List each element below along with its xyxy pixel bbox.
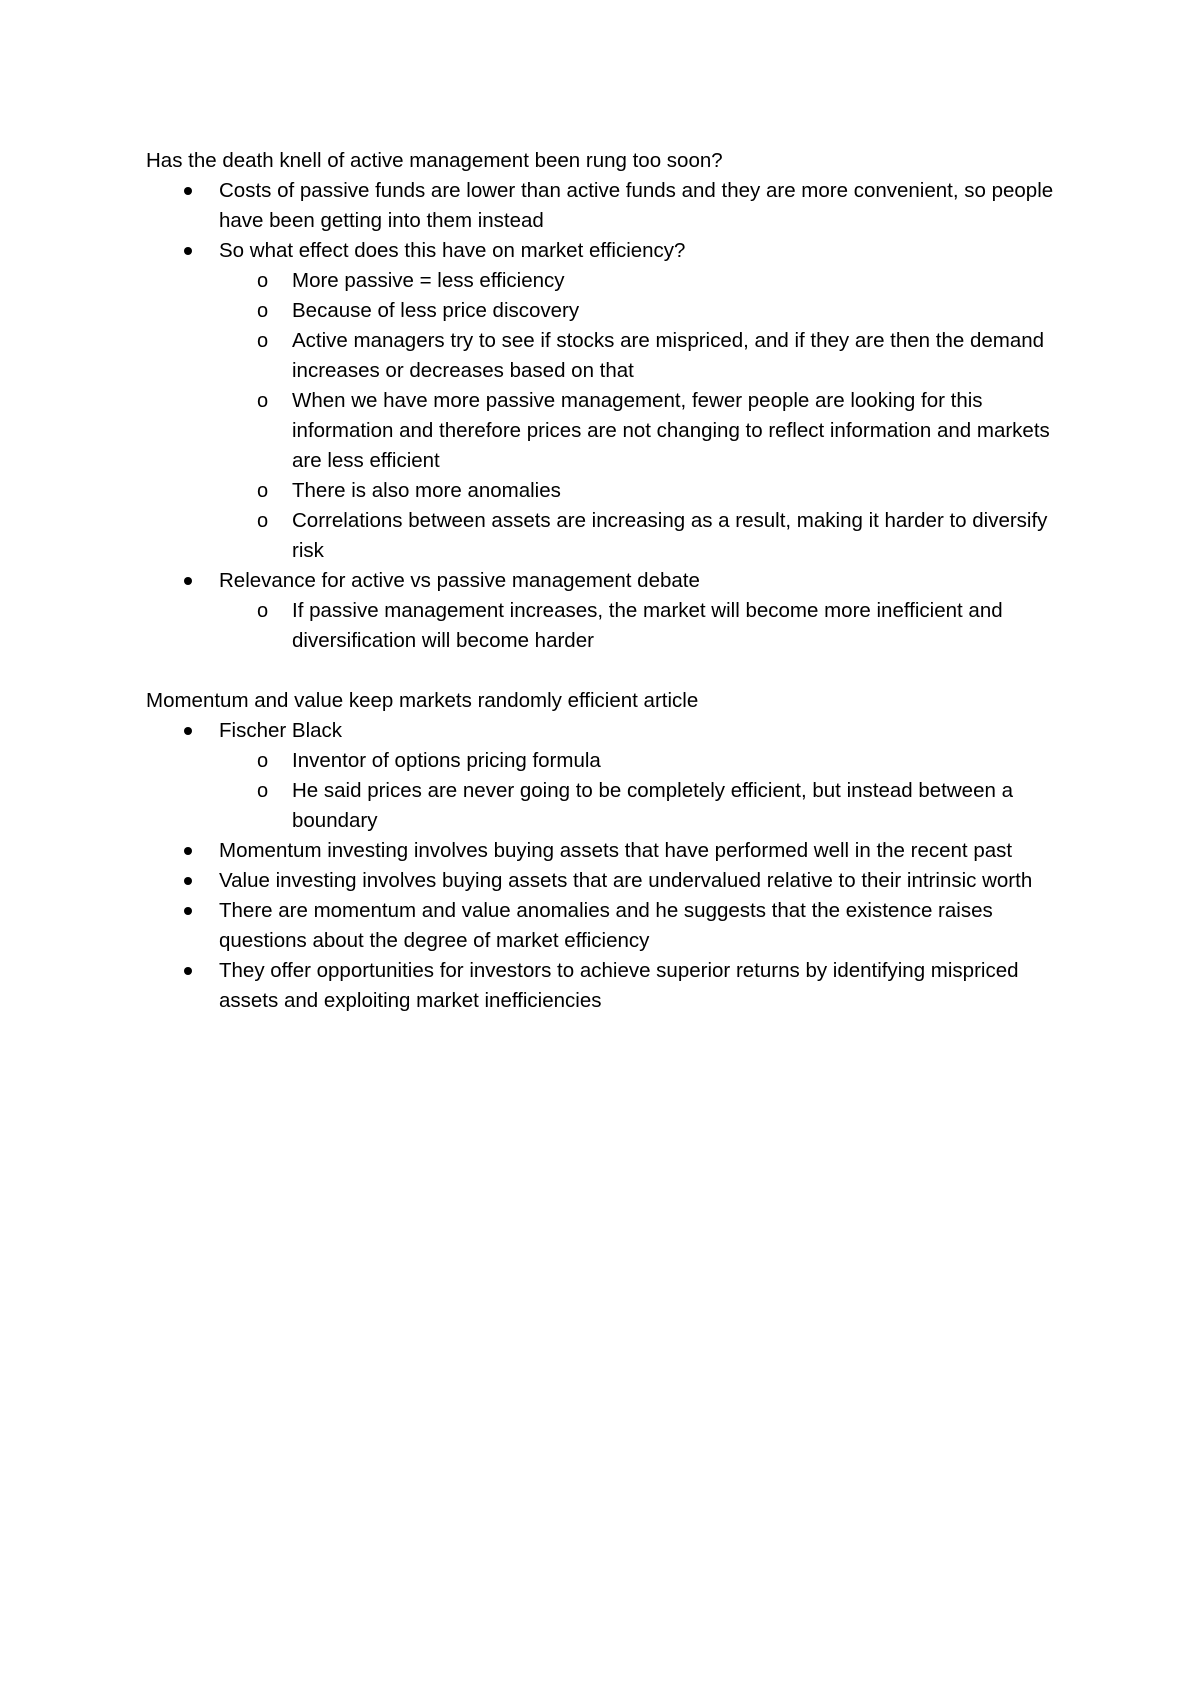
sub-list-item-text: Because of less price discovery (292, 299, 580, 322)
bullet-list (146, 176, 1066, 656)
sub-list-item (257, 776, 1066, 836)
sub-list-item-text: If passive management increases, the market will become more inefficient and diversification will become harder (292, 599, 1003, 652)
hollow-circle-bullet-icon: o (257, 600, 269, 622)
document-body (146, 146, 1066, 1016)
sub-list-item (257, 386, 1066, 476)
sub-list-item (257, 596, 1066, 656)
notes-section (146, 686, 1066, 1016)
sub-list-item-text: Inventor of options pricing formula (292, 749, 601, 772)
list-item-text: Costs of passive funds are lower than active funds and they are more convenient, so people have been getting into them instead (219, 179, 1054, 232)
section-heading: Momentum and value keep markets randomly efficient article (146, 689, 699, 712)
hollow-circle-bullet-icon: o (257, 270, 269, 292)
list-item (219, 176, 1066, 236)
sub-list-item (257, 476, 1066, 506)
list-item-text: Fischer Black (219, 719, 343, 742)
hollow-circle-bullet-icon: o (257, 300, 269, 322)
hollow-circle-bullet-icon: o (257, 480, 269, 502)
bullet-dot-icon (184, 247, 192, 255)
hollow-circle-bullet-icon: o (257, 750, 269, 772)
hollow-circle-bullet-icon: o (257, 780, 269, 802)
bullet-dot-icon (184, 907, 192, 915)
sub-list-item (257, 296, 1066, 326)
bullet-dot-icon (184, 967, 192, 975)
list-item (219, 236, 1066, 566)
bullet-dot-icon (184, 187, 192, 195)
bullet-dot-icon (184, 847, 192, 855)
sub-list-item (257, 326, 1066, 386)
list-item (219, 716, 1066, 836)
bullet-list (146, 716, 1066, 1016)
hollow-circle-bullet-icon: o (257, 330, 269, 352)
notes-section (146, 146, 1066, 656)
sub-bullet-list (219, 746, 1066, 836)
list-item-text: Value investing involves buying assets that are undervalued relative to their intrinsic worth (219, 869, 1033, 892)
sub-bullet-list (219, 596, 1066, 656)
sub-list-item (257, 506, 1066, 566)
hollow-circle-bullet-icon: o (257, 390, 269, 412)
list-item-text: So what effect does this have on market efficiency? (219, 239, 686, 262)
list-item (219, 866, 1066, 896)
sub-list-item (257, 746, 1066, 776)
list-item (219, 896, 1066, 956)
sub-list-item-text: When we have more passive management, fewer people are looking for this information and therefore prices are not changing to reflect information and markets are less efficient (292, 389, 1050, 472)
list-item (219, 566, 1066, 656)
sub-list-item-text: There is also more anomalies (292, 479, 561, 502)
sub-list-item-text: Active managers try to see if stocks are mispriced, and if they are then the demand increases or decreases based on that (292, 329, 1045, 382)
sub-list-item (257, 266, 1066, 296)
sub-list-item-text: He said prices are never going to be completely efficient, but instead between a boundary (292, 779, 1013, 832)
sub-bullet-list (219, 266, 1066, 566)
list-item-text: Relevance for active vs passive management debate (219, 569, 700, 592)
list-item-text: They offer opportunities for investors to achieve superior returns by identifying mispriced assets and exploiting market inefficiencies (219, 959, 1019, 1012)
section-heading: Has the death knell of active management been rung too soon? (146, 149, 723, 172)
list-item-text: There are momentum and value anomalies and he suggests that the existence raises questions about the degree of market efficiency (219, 899, 993, 952)
sub-list-item-text: More passive = less efficiency (292, 269, 565, 292)
list-item-text: Momentum investing involves buying assets that have performed well in the recent past (219, 839, 1013, 862)
list-item (219, 956, 1066, 1016)
bullet-dot-icon (184, 577, 192, 585)
hollow-circle-bullet-icon: o (257, 510, 269, 532)
sub-list-item-text: Correlations between assets are increasing as a result, making it harder to diversify risk (292, 509, 1048, 562)
bullet-dot-icon (184, 727, 192, 735)
list-item (219, 836, 1066, 866)
bullet-dot-icon (184, 877, 192, 885)
